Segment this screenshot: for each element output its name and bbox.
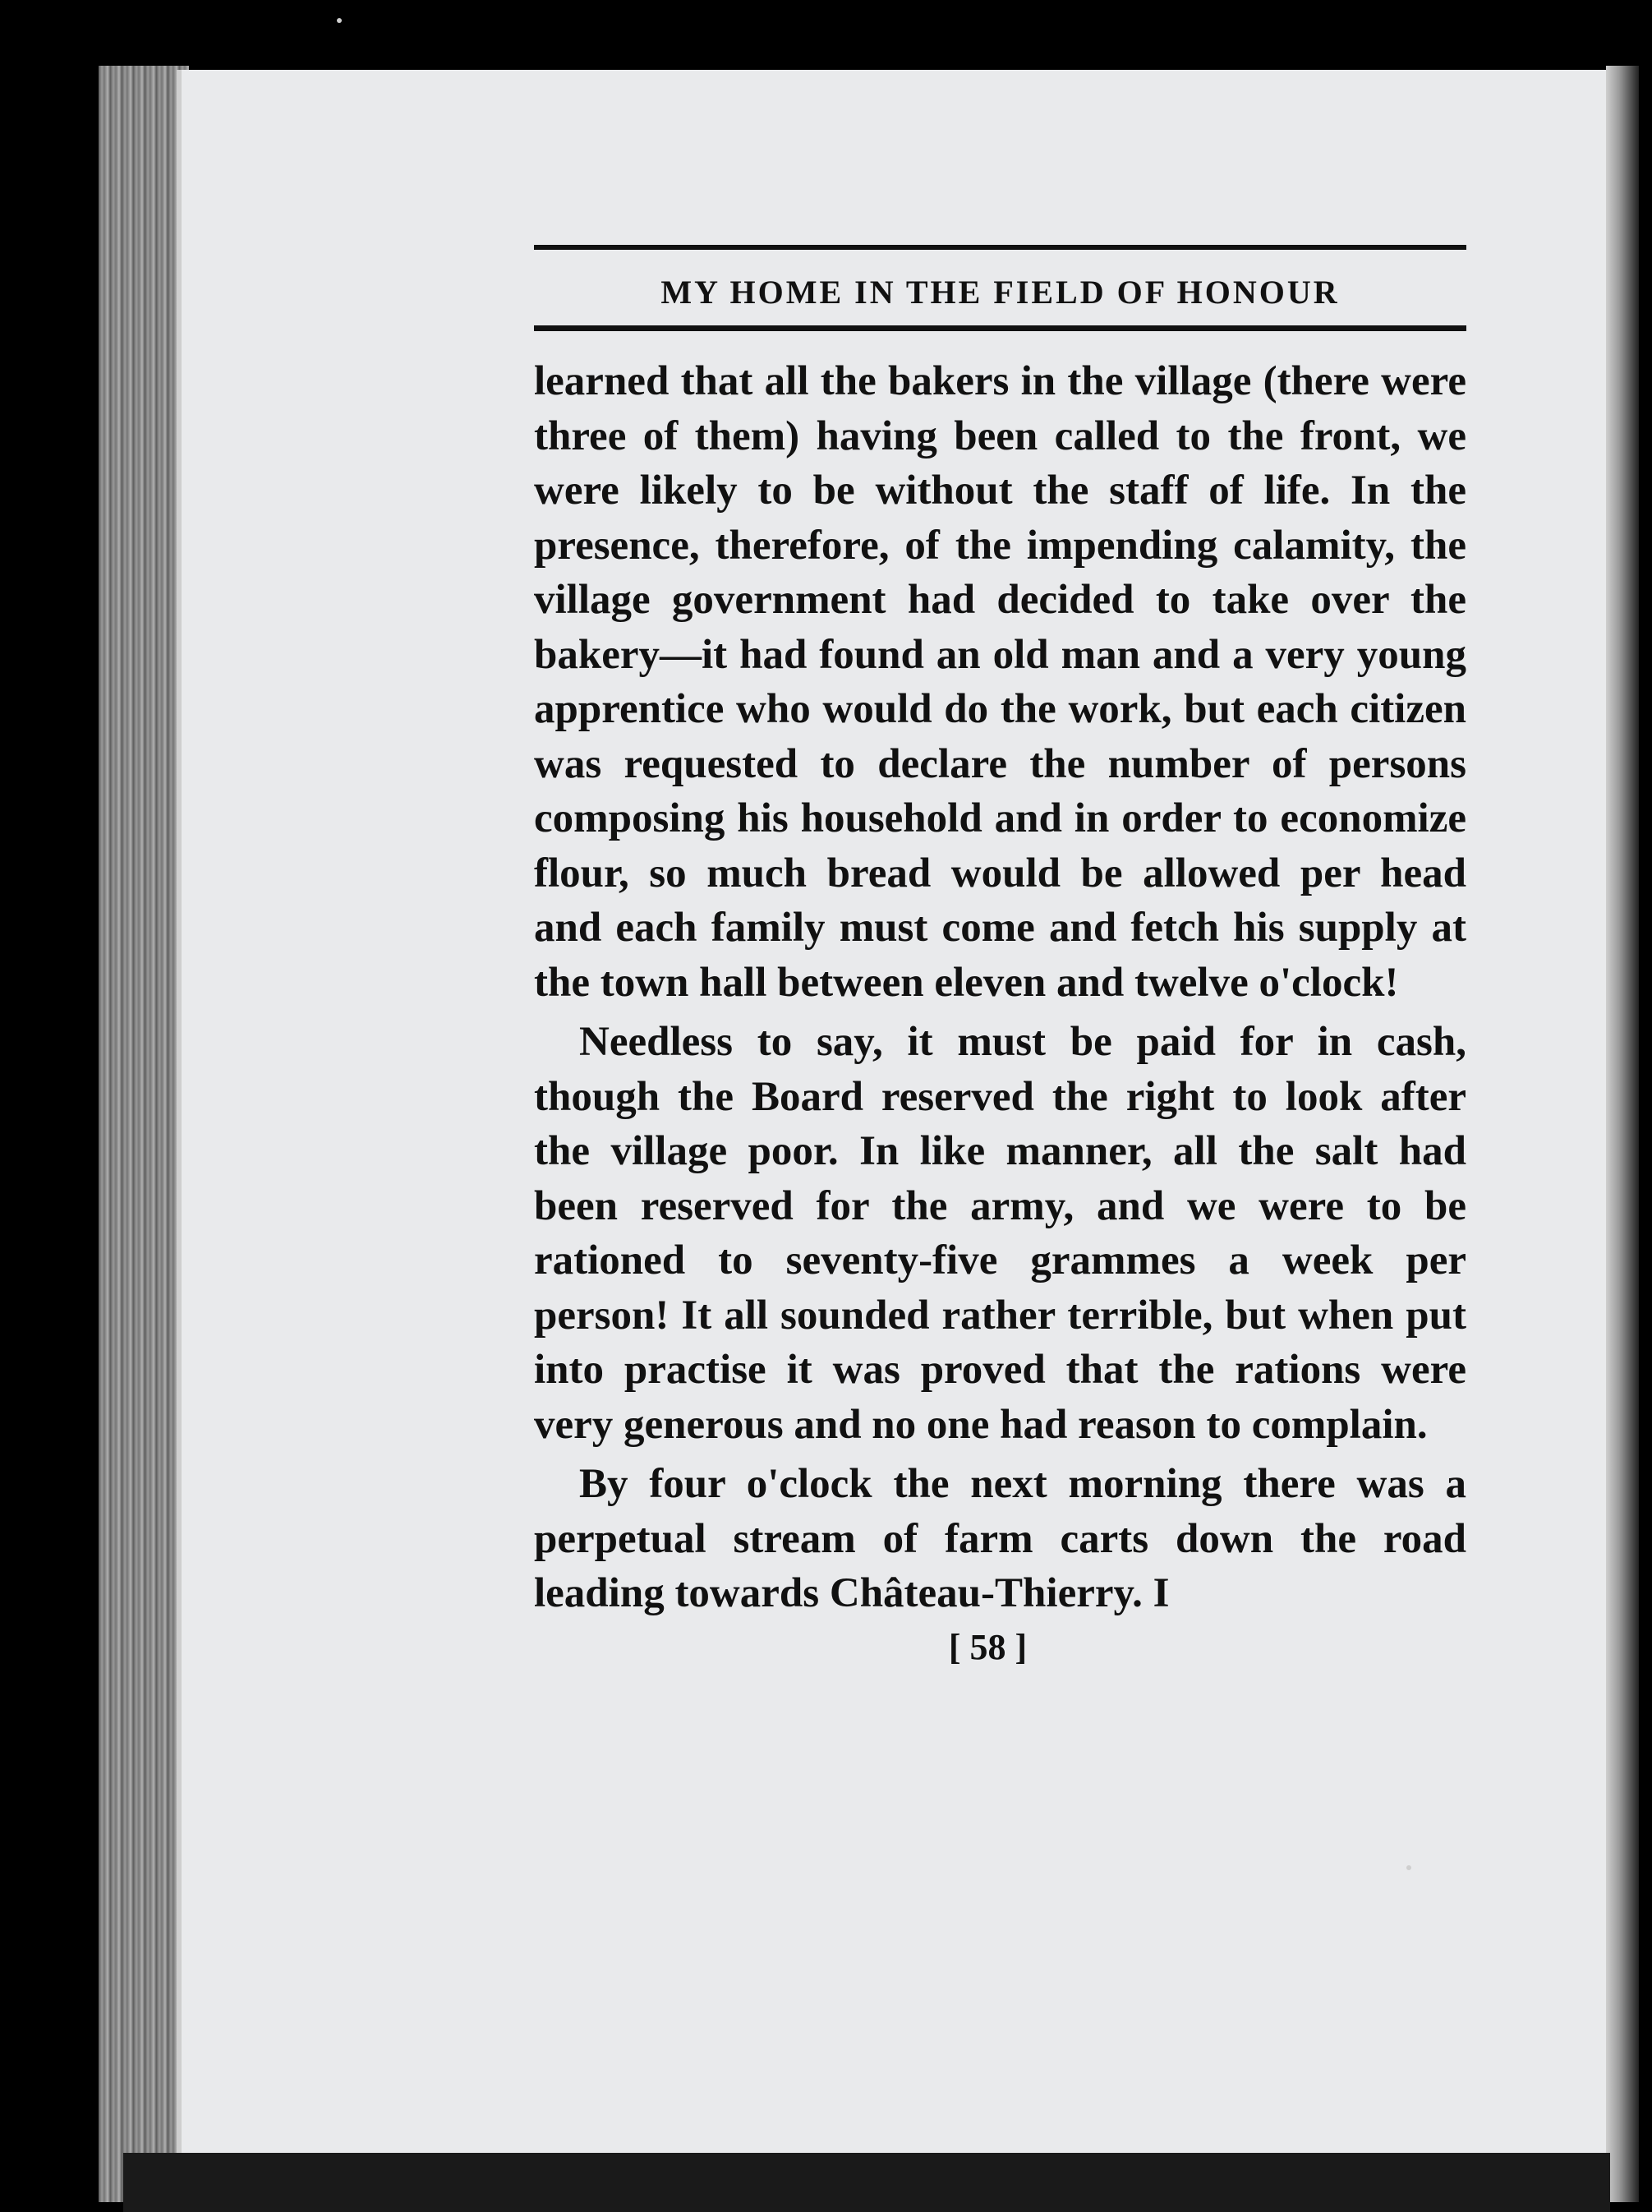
scan-speck <box>1406 1865 1411 1870</box>
paragraph-1: learned that all the bakers in the village (there were three of them) having been called to the front, we were likely to be without the staff of life. In the presence, therefore, of the impending calamity, the village government had decided to take over the bakery—it had found an old man and a very young apprentice who would do the work, but each citizen was requested to declare the number of persons composing his household and in order to economize flour, so much bread would be allowed per head and each family must come and fetch his supply at the town hall between eleven and twelve o'clock! <box>534 358 1466 1006</box>
paragraph-3: By four o'clock the next morning there was a perpetual stream of farm carts down the road leading towards Château-Thierry. I <box>534 1461 1466 1616</box>
book-right-edge <box>1606 66 1639 2202</box>
body-text <box>534 354 1466 1621</box>
running-head: MY HOME IN THE FIELD OF HONOUR <box>660 274 1340 311</box>
book-page-edges <box>99 66 189 2202</box>
page-number: [ 58 ] <box>948 1626 1028 1667</box>
paragraph-2: Needless to say, it must be paid for in cash, though the Board reserved the right to look after the village poor. In like manner, all the salt had been reserved for the army, and we were to be rationed to seventy-five grammes a week per person! It all sounded rather terrible, but when put into practise it was proved that the rations were very generous and no one had reason to complain. <box>534 1019 1466 1448</box>
page-text-block <box>534 245 1466 1668</box>
book-bottom-edge <box>123 2153 1610 2212</box>
header-rule-bottom <box>534 325 1466 331</box>
scan-speck <box>337 18 342 23</box>
